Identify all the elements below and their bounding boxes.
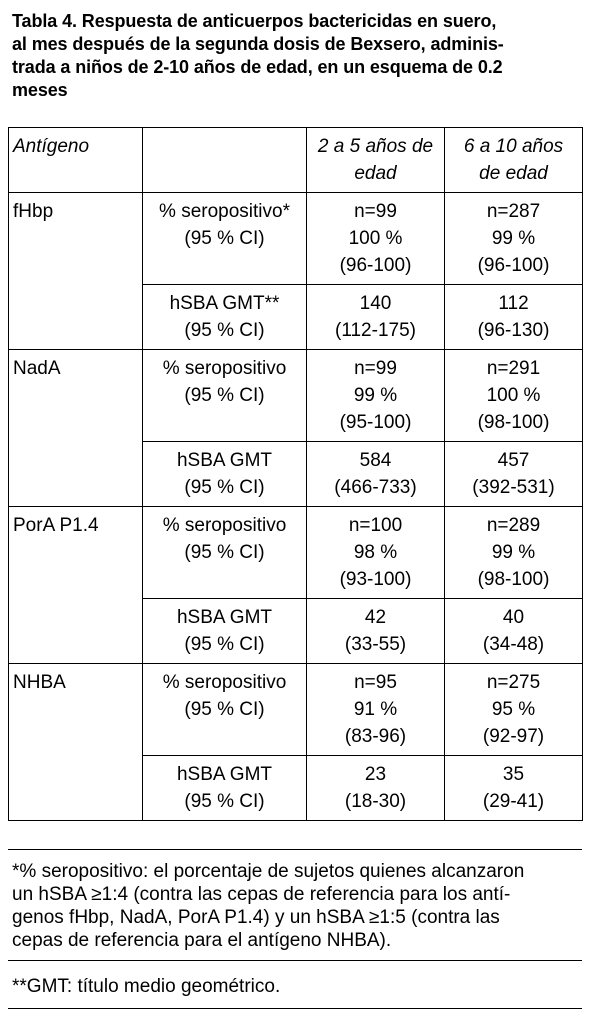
footnote-line: cepas de referencia para el antígeno NHBA). <box>12 930 392 951</box>
value-cell <box>307 507 445 599</box>
value-line: n=99 <box>354 201 397 222</box>
value-line: (29-41) <box>482 791 545 812</box>
value-line: n=289 <box>486 515 541 536</box>
value-line: n=99 <box>354 358 397 379</box>
table-row <box>9 193 583 285</box>
table-title <box>12 10 582 102</box>
header-line: 2 a 5 años de <box>317 136 434 157</box>
value-line: 42 <box>364 607 387 628</box>
antigen-cell: NadA <box>9 350 143 507</box>
value-cell <box>307 756 445 821</box>
header-antigen: Antígeno <box>9 128 143 193</box>
header-row <box>9 128 583 193</box>
value-cell <box>307 350 445 442</box>
value-line: 95 % <box>491 699 536 720</box>
footnote-line: un hSBA ≥1:4 (contra las cepas de referencia para los antí- <box>12 884 511 905</box>
header-line: de edad <box>479 163 548 184</box>
measure-line: hSBA GMT <box>176 764 273 785</box>
value-line: 23 <box>364 764 387 785</box>
measure-line: (95 % CI) <box>184 385 265 406</box>
measure-line: (95 % CI) <box>184 320 265 341</box>
value-line: (392-531) <box>472 477 555 498</box>
header-line: edad <box>354 163 397 184</box>
value-line: 99 % <box>353 385 398 406</box>
antigen-cell: fHbp <box>9 193 143 350</box>
value-cell <box>445 193 583 285</box>
value-line: 112 <box>498 293 529 314</box>
value-cell <box>445 507 583 599</box>
value-cell <box>307 285 445 350</box>
value-line: 140 <box>359 293 392 314</box>
measure-cell <box>143 664 307 756</box>
value-line: 91 % <box>353 699 398 720</box>
antigen-cell: NHBA <box>9 664 143 821</box>
value-line: 99 % <box>491 542 536 563</box>
measure-line: % seropositivo <box>162 515 287 536</box>
title-line: Tabla 4. Respuesta de anticuerpos bactericidas en suero, <box>12 11 497 31</box>
value-line: 98 % <box>353 542 398 563</box>
measure-line: (95 % CI) <box>184 634 265 655</box>
header-age-2-5 <box>307 128 445 193</box>
measure-line: hSBA GMT** <box>169 293 280 314</box>
header-measure <box>143 128 307 193</box>
value-line: (83-96) <box>344 726 407 747</box>
value-line: n=100 <box>348 515 403 536</box>
value-line: (112-175) <box>335 320 416 341</box>
measure-line: % seropositivo <box>162 358 287 379</box>
value-line: (95-100) <box>339 412 412 433</box>
value-line: (96-100) <box>477 255 550 276</box>
value-cell <box>307 442 445 507</box>
results-table <box>8 127 583 821</box>
value-line: (466-733) <box>334 477 417 498</box>
value-cell <box>445 756 583 821</box>
header-line: 6 a 10 años <box>463 136 564 157</box>
value-cell <box>307 599 445 664</box>
value-line: (93-100) <box>339 569 412 590</box>
measure-line: (95 % CI) <box>184 228 265 249</box>
value-cell <box>307 664 445 756</box>
measure-cell <box>143 442 307 507</box>
value-line: 99 % <box>491 228 536 249</box>
value-cell <box>445 599 583 664</box>
measure-cell <box>143 599 307 664</box>
table-row <box>9 664 583 756</box>
value-line: (96-100) <box>339 255 412 276</box>
title-line: al mes después de la segunda dosis de Bexsero, adminis- <box>12 34 504 54</box>
footnote-seropositive <box>8 849 582 960</box>
value-line: 457 <box>497 450 530 471</box>
measure-cell <box>143 350 307 442</box>
value-line: (33-55) <box>344 634 407 655</box>
value-line: (96-130) <box>477 320 550 341</box>
value-line: n=291 <box>486 358 541 379</box>
measure-line: (95 % CI) <box>184 791 265 812</box>
title-line: trada a niños de 2-10 años de edad, en un esquema de 0.2 <box>12 57 503 77</box>
value-cell <box>445 442 583 507</box>
measure-line: (95 % CI) <box>184 699 265 720</box>
value-line: 40 <box>502 607 525 628</box>
measure-line: % seropositivo <box>162 672 287 693</box>
value-line: n=287 <box>486 201 541 222</box>
value-line: (92-97) <box>482 726 545 747</box>
measure-cell <box>143 507 307 599</box>
value-line: (18-30) <box>344 791 407 812</box>
measure-cell <box>143 756 307 821</box>
title-line: meses <box>12 80 68 100</box>
value-line: n=275 <box>486 672 541 693</box>
value-line: 584 <box>359 450 392 471</box>
value-cell <box>307 193 445 285</box>
header-age-6-10 <box>445 128 583 193</box>
table-row <box>9 507 583 599</box>
footnotes <box>8 849 582 1009</box>
footnote-gmt: **GMT: título medio geométrico. <box>8 960 582 1009</box>
value-line: (98-100) <box>477 412 550 433</box>
measure-cell <box>143 193 307 285</box>
antigen-cell: PorA P1.4 <box>9 507 143 664</box>
value-line: (34-48) <box>482 634 545 655</box>
table-row <box>9 350 583 442</box>
footnote-line: *% seropositivo: el porcentaje de sujetos quienes alcanzaron <box>12 861 525 882</box>
measure-cell <box>143 285 307 350</box>
footnote-line: genos fHbp, NadA, PorA P1.4) y un hSBA ≥1:5 (contra las <box>12 907 500 928</box>
measure-line: (95 % CI) <box>184 477 265 498</box>
measure-line: (95 % CI) <box>184 542 265 563</box>
value-line: n=95 <box>354 672 397 693</box>
value-cell <box>445 285 583 350</box>
value-line: 35 <box>502 764 525 785</box>
value-line: (98-100) <box>477 569 550 590</box>
measure-line: hSBA GMT <box>176 450 273 471</box>
value-line: 100 % <box>348 228 403 249</box>
value-line: 100 % <box>486 385 541 406</box>
value-cell <box>445 664 583 756</box>
measure-line: hSBA GMT <box>176 607 273 628</box>
measure-line: % seropositivo* <box>159 201 290 222</box>
value-cell <box>445 350 583 442</box>
